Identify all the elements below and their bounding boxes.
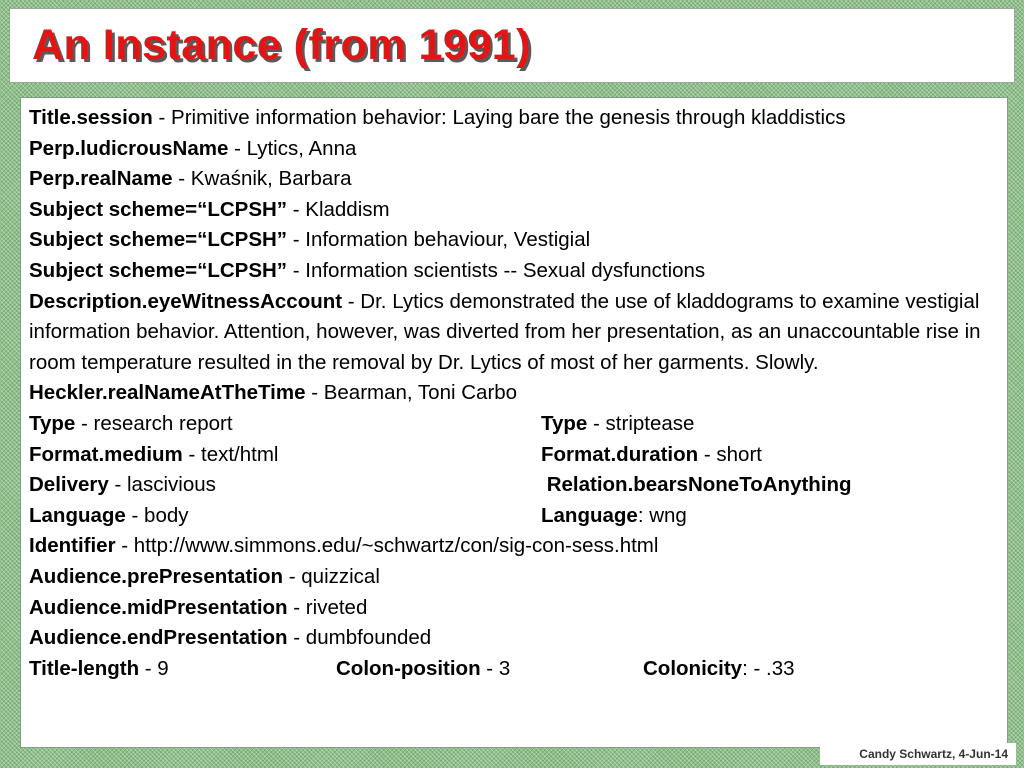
field-colonicity [643, 654, 795, 685]
field-type-left [29, 409, 541, 440]
field-value: - short [698, 442, 762, 466]
field-title-session [29, 103, 997, 134]
field-language-right [541, 501, 687, 532]
field-value: - riveted [287, 595, 368, 619]
field-label: Perp.ludicrousName [29, 136, 229, 160]
field-label: Audience.prePresentation [29, 564, 284, 588]
field-value: - Information behaviour, Vestigial [287, 228, 591, 252]
field-audience-mid [29, 593, 997, 624]
field-label: Audience.endPresentation [29, 626, 288, 650]
field-label: Colonicity [643, 656, 743, 680]
field-value: - Dr. Lytics demonstrated the use of kladdograms to examine vestigial information behavior. Attention, however, was diverted from her presentation, as an unaccountable rise in room temperature resulted in the removal by Dr. Lytics of most of her garments. Slowly. [29, 289, 981, 374]
field-label: Heckler.realNameAtTheTime [29, 381, 306, 405]
row-title-metrics [29, 654, 997, 685]
field-value: - dumbfounded [287, 626, 432, 650]
field-label: Perp.realName [29, 167, 173, 191]
field-value: - Bearman, Toni Carbo [305, 381, 518, 405]
field-value: - Primitive information behavior: Laying bare the genesis through kladdistics [152, 106, 846, 129]
row-delivery [29, 470, 997, 501]
field-format-duration [541, 440, 762, 471]
field-label: Type [29, 411, 76, 435]
field-value: - Kladdism [287, 197, 390, 221]
field-value: - Information scientists -- Sexual dysfunctions [287, 258, 706, 282]
field-description [29, 287, 997, 379]
field-delivery [29, 470, 541, 501]
field-label: Title.session [29, 106, 153, 129]
field-label: Language [541, 503, 638, 527]
title-box [9, 8, 1015, 83]
row-language [29, 501, 997, 532]
field-language-left [29, 501, 541, 532]
field-label: Format.duration [541, 442, 699, 466]
field-value: - striptease [587, 411, 695, 435]
field-value: - lascivious [108, 473, 216, 497]
field-label: Type [541, 411, 588, 435]
field-value: - 9 [139, 656, 169, 680]
field-identifier [29, 531, 997, 562]
field-type-right [541, 409, 694, 440]
row-type [29, 409, 997, 440]
field-label: Format.medium [29, 442, 183, 466]
field-audience-pre [29, 562, 997, 593]
field-label: Subject scheme=“LCPSH” [29, 228, 288, 252]
field-subject-3 [29, 256, 997, 287]
field-label: Colon-position [336, 656, 481, 680]
field-format-medium [29, 440, 541, 471]
field-value: - body [125, 503, 189, 527]
field-value: - text/html [182, 442, 279, 466]
field-value: - Lytics, Anna [228, 136, 357, 160]
row-format [29, 440, 997, 471]
field-audience-end [29, 623, 997, 654]
field-label: Language [29, 503, 126, 527]
field-label: Subject scheme=“LCPSH” [29, 197, 288, 221]
slide-credit: Candy Schwartz, 4-Jun-14 [820, 743, 1016, 765]
field-colon-position [336, 654, 643, 685]
field-label: Title-length [29, 656, 140, 680]
field-heckler [29, 378, 997, 409]
field-value: - quizzical [283, 564, 380, 588]
field-value: - Kwaśnik, Barbara [172, 167, 352, 191]
field-value: : - .33 [742, 656, 795, 680]
field-label: Delivery [29, 473, 109, 497]
field-label: Description.eyeWitnessAccount [29, 289, 343, 313]
field-title-length [29, 654, 336, 685]
field-value: - 3 [480, 656, 511, 680]
field-value: - research report [75, 411, 233, 435]
field-value: - http://www.simmons.edu/~schwartz/con/sig-con-sess.html [115, 534, 659, 558]
field-label: Relation.bearsNoneToAnything [541, 473, 852, 497]
field-perp-ludicrous-name [29, 134, 997, 165]
field-value: : wng [637, 503, 687, 527]
field-label: Identifier [29, 534, 116, 558]
field-subject-2 [29, 225, 997, 256]
field-label: Audience.midPresentation [29, 595, 288, 619]
field-label: Subject scheme=“LCPSH” [29, 258, 288, 282]
field-subject-1 [29, 195, 997, 226]
slide-title: An Instance (from 1991) [32, 21, 531, 69]
metadata-record [20, 97, 1008, 748]
field-perp-real-name [29, 164, 997, 195]
field-relation [541, 470, 852, 501]
